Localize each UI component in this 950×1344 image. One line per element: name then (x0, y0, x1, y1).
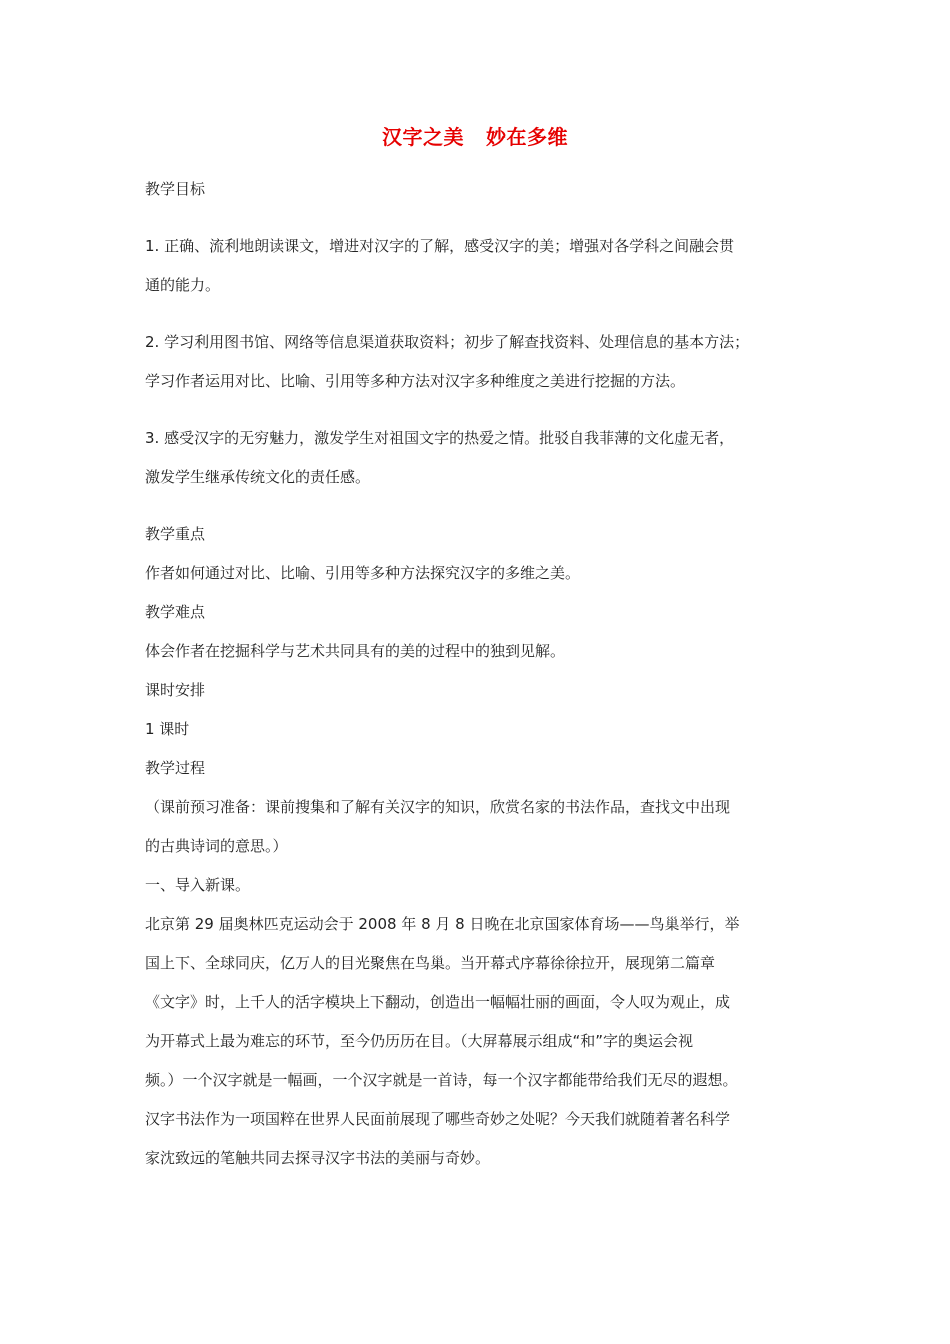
difficulty-text: 体会作者在挖掘科学与艺术共同具有的美的过程中的独到见解。 (145, 642, 566, 660)
focus-heading: 教学重点 (145, 525, 206, 543)
difficulty-heading: 教学难点 (145, 603, 206, 621)
goals-heading: 教学目标 (145, 180, 206, 198)
prep-line-1: （课前预习准备：课前搜集和了解有关汉字的知识，欣赏名家的书法作品，查找文中出现 (145, 798, 731, 816)
intro-heading: 一、导入新课。 (145, 876, 251, 894)
intro-line-2: 国上下、全球同庆，亿万人的目光聚焦在鸟巢。当开幕式序幕徐徐拉开，展现第二篇章 (145, 954, 716, 972)
goal-2-line-2: 学习作者运用对比、比喻、引用等多种方法对汉字多种维度之美进行挖掘的方法。 (145, 372, 686, 390)
intro-line-1: 北京第 29 届奥林匹克运动会于 2008 年 8 月 8 日晚在北京国家体育场——鸟巢举行，举 (145, 915, 740, 933)
intro-line-6: 汉字书法作为一项国粹在世界人民面前展现了哪些奇妙之处呢？今天我们就随着著名科学 (145, 1110, 731, 1128)
intro-line-5: 频。）一个汉字就是一幅画，一个汉字就是一首诗，每一个汉字都能带给我们无尽的遐想。 (145, 1071, 738, 1089)
prep-line-2: 的古典诗词的意思。） (145, 837, 288, 855)
intro-line-4: 为开幕式上最为难忘的环节，至今仍历历在目。（大屏幕展示组成“和”字的奥运会视 (145, 1032, 694, 1050)
spacer (145, 209, 810, 227)
document-title (0, 123, 950, 151)
intro-line-7: 家沈致远的笔触共同去探寻汉字书法的美丽与奇妙。 (145, 1149, 491, 1167)
goal-2-line-1: 2. 学习利用图书馆、网络等信息渠道获取资料；初步了解查找资料、处理信息的基本方法； (145, 333, 750, 351)
schedule-text: 1 课时 (145, 720, 190, 738)
title-part-1: 汉字之美 (382, 125, 464, 149)
schedule-heading: 课时安排 (145, 681, 206, 699)
document-body (145, 170, 810, 1178)
intro-line-3: 《文字》时，上千人的活字模块上下翻动，创造出一幅幅壮丽的画面，令人叹为观止，成 (145, 993, 731, 1011)
spacer (145, 401, 810, 419)
title-part-2: 妙在多维 (486, 125, 568, 149)
goal-1-line-2: 通的能力。 (145, 276, 221, 294)
spacer (145, 497, 810, 515)
goal-3-line-2: 激发学生继承传统文化的责任感。 (145, 468, 371, 486)
focus-text: 作者如何通过对比、比喻、引用等多种方法探究汉字的多维之美。 (145, 564, 581, 582)
process-heading: 教学过程 (145, 759, 206, 777)
goal-1-line-1: 1. 正确、流利地朗读课文，增进对汉字的了解，感受汉字的美；增强对各学科之间融会贯 (145, 237, 735, 255)
goal-3-line-1: 3. 感受汉字的无穷魅力，激发学生对祖国文字的热爱之情。批驳自我菲薄的文化虚无者， (145, 429, 735, 447)
spacer (145, 305, 810, 323)
